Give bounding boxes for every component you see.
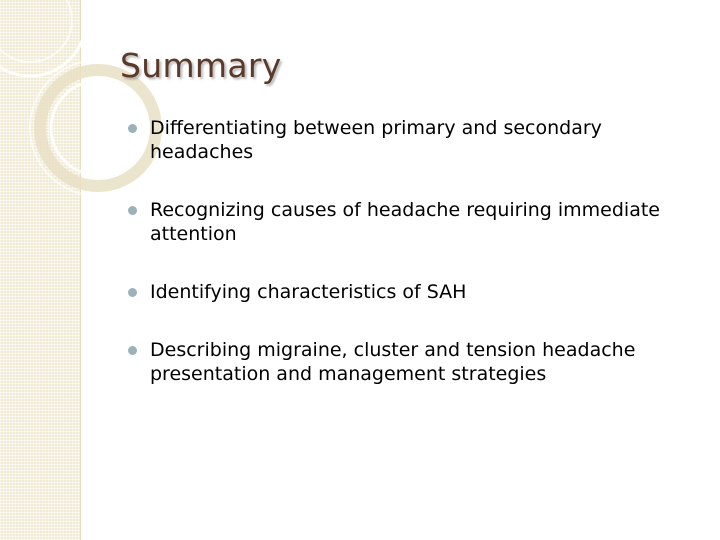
bullet-item — [126, 280, 696, 304]
bullet-dot-icon — [128, 206, 137, 215]
bullet-item — [126, 198, 696, 246]
slide-title: Summary — [120, 46, 282, 85]
bullet-text: Recognizing causes of headache requiring immediate attention — [150, 199, 660, 245]
bullet-item — [126, 338, 696, 386]
bullet-dot-icon — [128, 288, 137, 297]
bullet-text: Identifying characteristics of SAH — [150, 281, 467, 303]
bullet-list — [126, 116, 696, 386]
bullet-dot-icon — [128, 124, 137, 133]
bullet-text: Describing migraine, cluster and tension headache presentation and management strategies — [150, 339, 636, 385]
bullet-item — [126, 116, 696, 164]
bullet-dot-icon — [128, 346, 137, 355]
bullet-text: Differentiating between primary and secondary headaches — [150, 117, 602, 163]
